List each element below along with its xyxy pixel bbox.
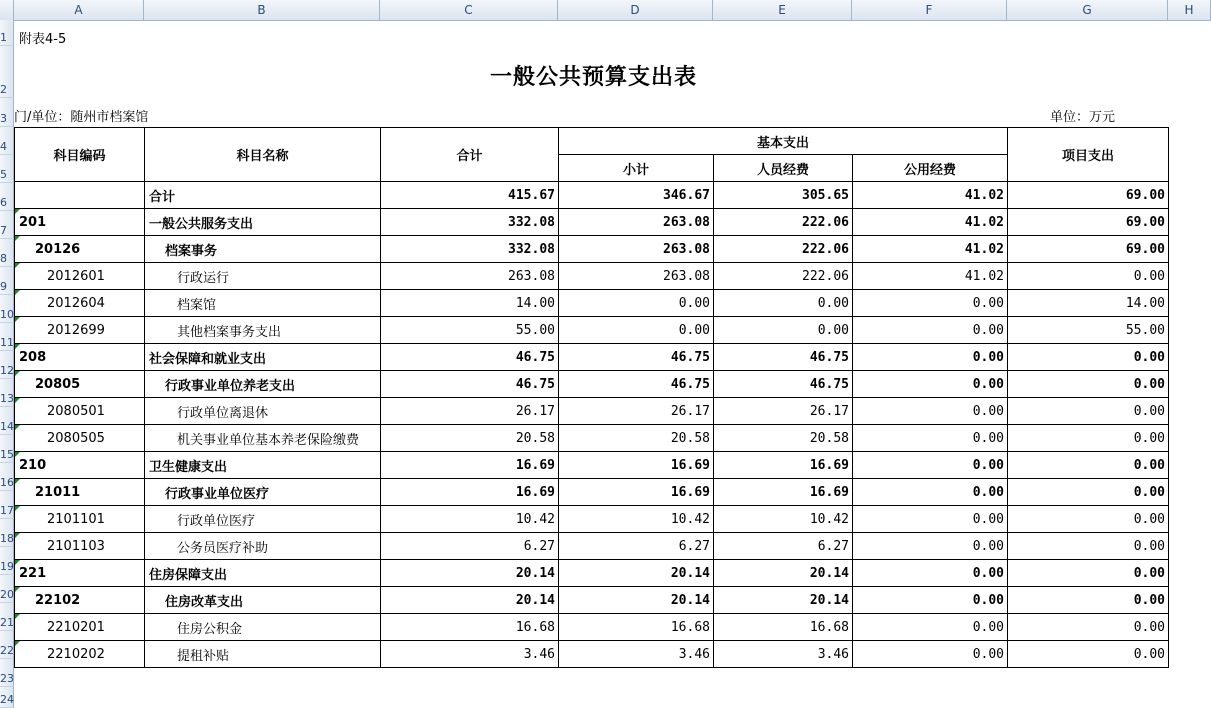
cell-name[interactable]: 机关事业单位基本养老保险缴费 [145, 425, 381, 452]
cell-total[interactable]: 46.75 [381, 371, 559, 398]
cell-subtotal[interactable]: 20.14 [559, 560, 714, 587]
row-number: 11 [0, 336, 14, 349]
row-number: 10 [0, 308, 14, 321]
row-number: 4 [0, 140, 7, 153]
row-number: 3 [0, 112, 7, 125]
cell-personnel[interactable]: 46.75 [714, 344, 853, 371]
row-number: 5 [0, 168, 7, 181]
cell-total[interactable]: 55.00 [381, 317, 559, 344]
row-header-14[interactable] [0, 407, 14, 435]
table-row [15, 290, 1169, 317]
column-header-f[interactable]: F [852, 0, 1007, 20]
cell-project[interactable]: 69.00 [1008, 209, 1169, 236]
cell-personnel[interactable]: 305.65 [714, 182, 853, 209]
cell-public[interactable]: 0.00 [853, 344, 1008, 371]
cell-code[interactable]: 22102 [15, 587, 145, 614]
cell-public[interactable]: 41.02 [853, 182, 1008, 209]
cell-personnel[interactable]: 20.14 [714, 560, 853, 587]
cell-subtotal[interactable]: 0.00 [559, 317, 714, 344]
table-row [15, 560, 1169, 587]
cell-name[interactable]: 行政事业单位医疗 [145, 479, 381, 506]
cell-total[interactable]: 20.14 [381, 587, 559, 614]
cell-subtotal[interactable]: 3.46 [559, 641, 714, 668]
cell-project[interactable]: 0.00 [1008, 452, 1169, 479]
row-header-19[interactable] [0, 547, 14, 575]
cell-total[interactable]: 3.46 [381, 641, 559, 668]
cell-code[interactable]: 2012604 [15, 290, 145, 317]
cell-total[interactable]: 16.69 [381, 452, 559, 479]
table-row [15, 533, 1169, 560]
cell-personnel[interactable]: 16.69 [714, 452, 853, 479]
column-header-b[interactable]: B [144, 0, 380, 20]
cell-project[interactable]: 0.00 [1008, 263, 1169, 290]
table-row [15, 344, 1169, 371]
cell-total[interactable]: 415.67 [381, 182, 559, 209]
cell-total[interactable]: 16.68 [381, 614, 559, 641]
header-code[interactable]: 科目编码 [15, 128, 145, 182]
cell-name[interactable]: 行政单位离退休 [145, 398, 381, 425]
row-header-16[interactable] [0, 463, 14, 491]
cell-subtotal[interactable]: 16.69 [559, 479, 714, 506]
cell-personnel[interactable]: 6.27 [714, 533, 853, 560]
cell-project[interactable]: 0.00 [1008, 398, 1169, 425]
header-total[interactable]: 合计 [381, 128, 559, 182]
cell-personnel[interactable]: 0.00 [714, 317, 853, 344]
cell-project[interactable]: 0.00 [1008, 641, 1169, 668]
table-row [15, 479, 1169, 506]
cell-personnel[interactable]: 46.75 [714, 371, 853, 398]
table-row [15, 452, 1169, 479]
cell-project[interactable]: 0.00 [1008, 560, 1169, 587]
cell-code[interactable]: 2101103 [15, 533, 145, 560]
cell-subtotal[interactable]: 6.27 [559, 533, 714, 560]
cell-personnel[interactable]: 26.17 [714, 398, 853, 425]
cell-personnel[interactable]: 16.69 [714, 479, 853, 506]
cell-public[interactable]: 0.00 [853, 614, 1008, 641]
header-project[interactable]: 项目支出 [1008, 128, 1169, 182]
row-number: 14 [0, 420, 14, 433]
row-number: 24 [0, 693, 14, 706]
table-row [15, 317, 1169, 344]
cell-code[interactable]: 2012601 [15, 263, 145, 290]
row-header-1[interactable] [0, 20, 14, 46]
cell-total[interactable]: 332.08 [381, 236, 559, 263]
row-header-9[interactable] [0, 267, 14, 295]
row-header-7[interactable] [0, 211, 14, 239]
cell-public[interactable]: 0.00 [853, 317, 1008, 344]
header-name[interactable]: 科目名称 [145, 128, 381, 182]
department-label: 门/单位：随州市档案馆 [14, 110, 149, 125]
row-header-13[interactable] [0, 379, 14, 407]
cell-project[interactable]: 55.00 [1008, 317, 1169, 344]
row-number: 7 [0, 224, 7, 237]
cell-code[interactable]: 21011 [15, 479, 145, 506]
row-number: 6 [0, 196, 7, 209]
row-number: 9 [0, 280, 7, 293]
row-number: 17 [0, 504, 14, 517]
column-header-g[interactable]: G [1007, 0, 1168, 20]
cell-public[interactable]: 0.00 [853, 425, 1008, 452]
row-header-12[interactable] [0, 351, 14, 379]
cell-code[interactable]: 2210202 [15, 641, 145, 668]
header-subtotal[interactable]: 小计 [559, 155, 714, 182]
cell-personnel[interactable]: 3.46 [714, 641, 853, 668]
column-header-bar [0, 0, 1211, 21]
cell-code[interactable]: 2210201 [15, 614, 145, 641]
table-row [15, 182, 1169, 209]
row-header-22[interactable] [0, 631, 14, 659]
table-row [15, 506, 1169, 533]
cell-project[interactable]: 0.00 [1008, 425, 1169, 452]
cell-total[interactable]: 46.75 [381, 344, 559, 371]
cell-subtotal[interactable]: 20.58 [559, 425, 714, 452]
cell-personnel[interactable]: 222.06 [714, 209, 853, 236]
unit-label: 单位：万元 [1050, 110, 1116, 125]
cell-public[interactable]: 0.00 [853, 479, 1008, 506]
cell-personnel[interactable]: 20.58 [714, 425, 853, 452]
row-header-17[interactable] [0, 491, 14, 519]
row-number: 15 [0, 448, 14, 461]
cell-public[interactable]: 0.00 [853, 560, 1008, 587]
column-header-e[interactable]: E [713, 0, 852, 20]
row-header-11[interactable] [0, 323, 14, 351]
table-row [15, 641, 1169, 668]
row-header-24[interactable] [0, 687, 14, 708]
cell-name[interactable]: 公务员医疗补助 [145, 533, 381, 560]
cell-name[interactable]: 社会保障和就业支出 [145, 344, 381, 371]
cell-name[interactable]: 档案馆 [145, 290, 381, 317]
cell-public[interactable]: 0.00 [853, 587, 1008, 614]
cell-total[interactable]: 10.42 [381, 506, 559, 533]
select-all-corner[interactable] [0, 0, 14, 20]
cell-name[interactable]: 住房公积金 [145, 614, 381, 641]
cell-code[interactable]: 201 [15, 209, 145, 236]
cell-project[interactable]: 69.00 [1008, 182, 1169, 209]
column-header-h[interactable]: H [1168, 0, 1211, 20]
table-row [15, 371, 1169, 398]
table-title: 一般公共预算支出表 [489, 64, 697, 90]
row-number: 22 [0, 644, 14, 657]
cell-code[interactable]: 221 [15, 560, 145, 587]
cell-personnel[interactable]: 20.14 [714, 587, 853, 614]
cell-name[interactable]: 行政运行 [145, 263, 381, 290]
row-header-8[interactable] [0, 239, 14, 267]
cell-code[interactable]: 2012699 [15, 317, 145, 344]
cell-public[interactable]: 0.00 [853, 371, 1008, 398]
cell-public[interactable]: 41.02 [853, 236, 1008, 263]
row-number: 19 [0, 560, 14, 573]
expenditure-table [14, 127, 1169, 668]
row-header-23[interactable] [0, 659, 14, 687]
cell-project[interactable]: 0.00 [1008, 614, 1169, 641]
table-row [15, 236, 1169, 263]
cell-total[interactable]: 26.17 [381, 398, 559, 425]
cell-subtotal[interactable]: 16.69 [559, 452, 714, 479]
cell-personnel[interactable]: 222.06 [714, 236, 853, 263]
cell-code[interactable]: 2080505 [15, 425, 145, 452]
cell-code[interactable]: 20126 [15, 236, 145, 263]
cell-code[interactable]: 20805 [15, 371, 145, 398]
cell-name[interactable]: 行政单位医疗 [145, 506, 381, 533]
cell-name[interactable]: 其他档案事务支出 [145, 317, 381, 344]
cell-personnel[interactable]: 222.06 [714, 263, 853, 290]
cell-name[interactable]: 行政事业单位养老支出 [145, 371, 381, 398]
cell-subtotal[interactable]: 10.42 [559, 506, 714, 533]
cell-subtotal[interactable]: 263.08 [559, 209, 714, 236]
cell-name[interactable]: 提租补贴 [145, 641, 381, 668]
header-basic[interactable]: 基本支出 [559, 128, 1008, 155]
column-header-c[interactable]: C [380, 0, 558, 20]
cell-project[interactable]: 0.00 [1008, 533, 1169, 560]
cell-name[interactable]: 住房改革支出 [145, 587, 381, 614]
cell-name[interactable]: 卫生健康支出 [145, 452, 381, 479]
appendix-label: 附表4-5 [19, 32, 67, 47]
cell-project[interactable]: 0.00 [1008, 587, 1169, 614]
cell-subtotal[interactable]: 263.08 [559, 236, 714, 263]
row-number: 12 [0, 364, 14, 377]
row-header-5[interactable] [0, 155, 14, 183]
cell-code[interactable]: 2101101 [15, 506, 145, 533]
row-number: 21 [0, 616, 14, 629]
cell-total[interactable]: 20.58 [381, 425, 559, 452]
row-number: 13 [0, 392, 14, 405]
cell-public[interactable]: 41.02 [853, 209, 1008, 236]
header-personnel[interactable]: 人员经费 [714, 155, 853, 182]
row-header-6[interactable] [0, 183, 14, 211]
cell-total[interactable]: 263.08 [381, 263, 559, 290]
row-header-3[interactable] [0, 98, 14, 127]
row-number: 20 [0, 588, 14, 601]
cell-total[interactable]: 6.27 [381, 533, 559, 560]
cell-name[interactable]: 档案事务 [145, 236, 381, 263]
cell-personnel[interactable]: 10.42 [714, 506, 853, 533]
row-number: 1 [0, 31, 7, 44]
table-row [15, 398, 1169, 425]
cell-name[interactable]: 一般公共服务支出 [145, 209, 381, 236]
row-number: 8 [0, 252, 7, 265]
row-header-21[interactable] [0, 603, 14, 631]
cell-subtotal[interactable]: 46.75 [559, 344, 714, 371]
cell-name[interactable]: 住房保障支出 [145, 560, 381, 587]
row-number: 18 [0, 532, 14, 545]
cell-project[interactable]: 0.00 [1008, 506, 1169, 533]
cell-total[interactable]: 16.69 [381, 479, 559, 506]
cell-public[interactable]: 0.00 [853, 506, 1008, 533]
cell-public[interactable]: 41.02 [853, 263, 1008, 290]
cell-project[interactable]: 0.00 [1008, 344, 1169, 371]
cell-public[interactable]: 0.00 [853, 398, 1008, 425]
row-number: 23 [0, 672, 14, 685]
table-row [15, 587, 1169, 614]
cell-subtotal[interactable]: 263.08 [559, 263, 714, 290]
cell-code[interactable]: 208 [15, 344, 145, 371]
cell-code[interactable]: 2080501 [15, 398, 145, 425]
cell-subtotal[interactable]: 346.67 [559, 182, 714, 209]
header-public[interactable]: 公用经费 [853, 155, 1008, 182]
cell-project[interactable]: 0.00 [1008, 371, 1169, 398]
row-header-4[interactable] [0, 127, 14, 155]
cell-project[interactable]: 14.00 [1008, 290, 1169, 317]
cell-project[interactable]: 0.00 [1008, 479, 1169, 506]
row-header-15[interactable] [0, 435, 14, 463]
table-row [15, 425, 1169, 452]
cell-personnel[interactable]: 0.00 [714, 290, 853, 317]
cell-code[interactable]: 210 [15, 452, 145, 479]
cell-public[interactable]: 0.00 [853, 533, 1008, 560]
cell-subtotal[interactable]: 20.14 [559, 587, 714, 614]
cell-public[interactable]: 0.00 [853, 641, 1008, 668]
cell-subtotal[interactable]: 16.68 [559, 614, 714, 641]
row-header-18[interactable] [0, 519, 14, 547]
table-row [15, 209, 1169, 236]
cell-public[interactable]: 0.00 [853, 290, 1008, 317]
row-number: 16 [0, 476, 14, 489]
column-header-a[interactable]: A [14, 0, 144, 20]
table-row [15, 263, 1169, 290]
cell-total[interactable]: 20.14 [381, 560, 559, 587]
cell-total[interactable]: 14.00 [381, 290, 559, 317]
cell-code[interactable] [15, 182, 145, 209]
row-header-20[interactable] [0, 575, 14, 603]
cell-personnel[interactable]: 16.68 [714, 614, 853, 641]
row-header-2[interactable] [0, 46, 14, 98]
cell-project[interactable]: 69.00 [1008, 236, 1169, 263]
row-header-10[interactable] [0, 295, 14, 323]
column-header-d[interactable]: D [558, 0, 713, 20]
cell-public[interactable]: 0.00 [853, 452, 1008, 479]
cell-total[interactable]: 332.08 [381, 209, 559, 236]
table-row [15, 614, 1169, 641]
cell-subtotal[interactable]: 26.17 [559, 398, 714, 425]
row-number: 2 [0, 83, 7, 96]
cell-subtotal[interactable]: 0.00 [559, 290, 714, 317]
cell-subtotal[interactable]: 46.75 [559, 371, 714, 398]
cell-name[interactable]: 合计 [145, 182, 381, 209]
